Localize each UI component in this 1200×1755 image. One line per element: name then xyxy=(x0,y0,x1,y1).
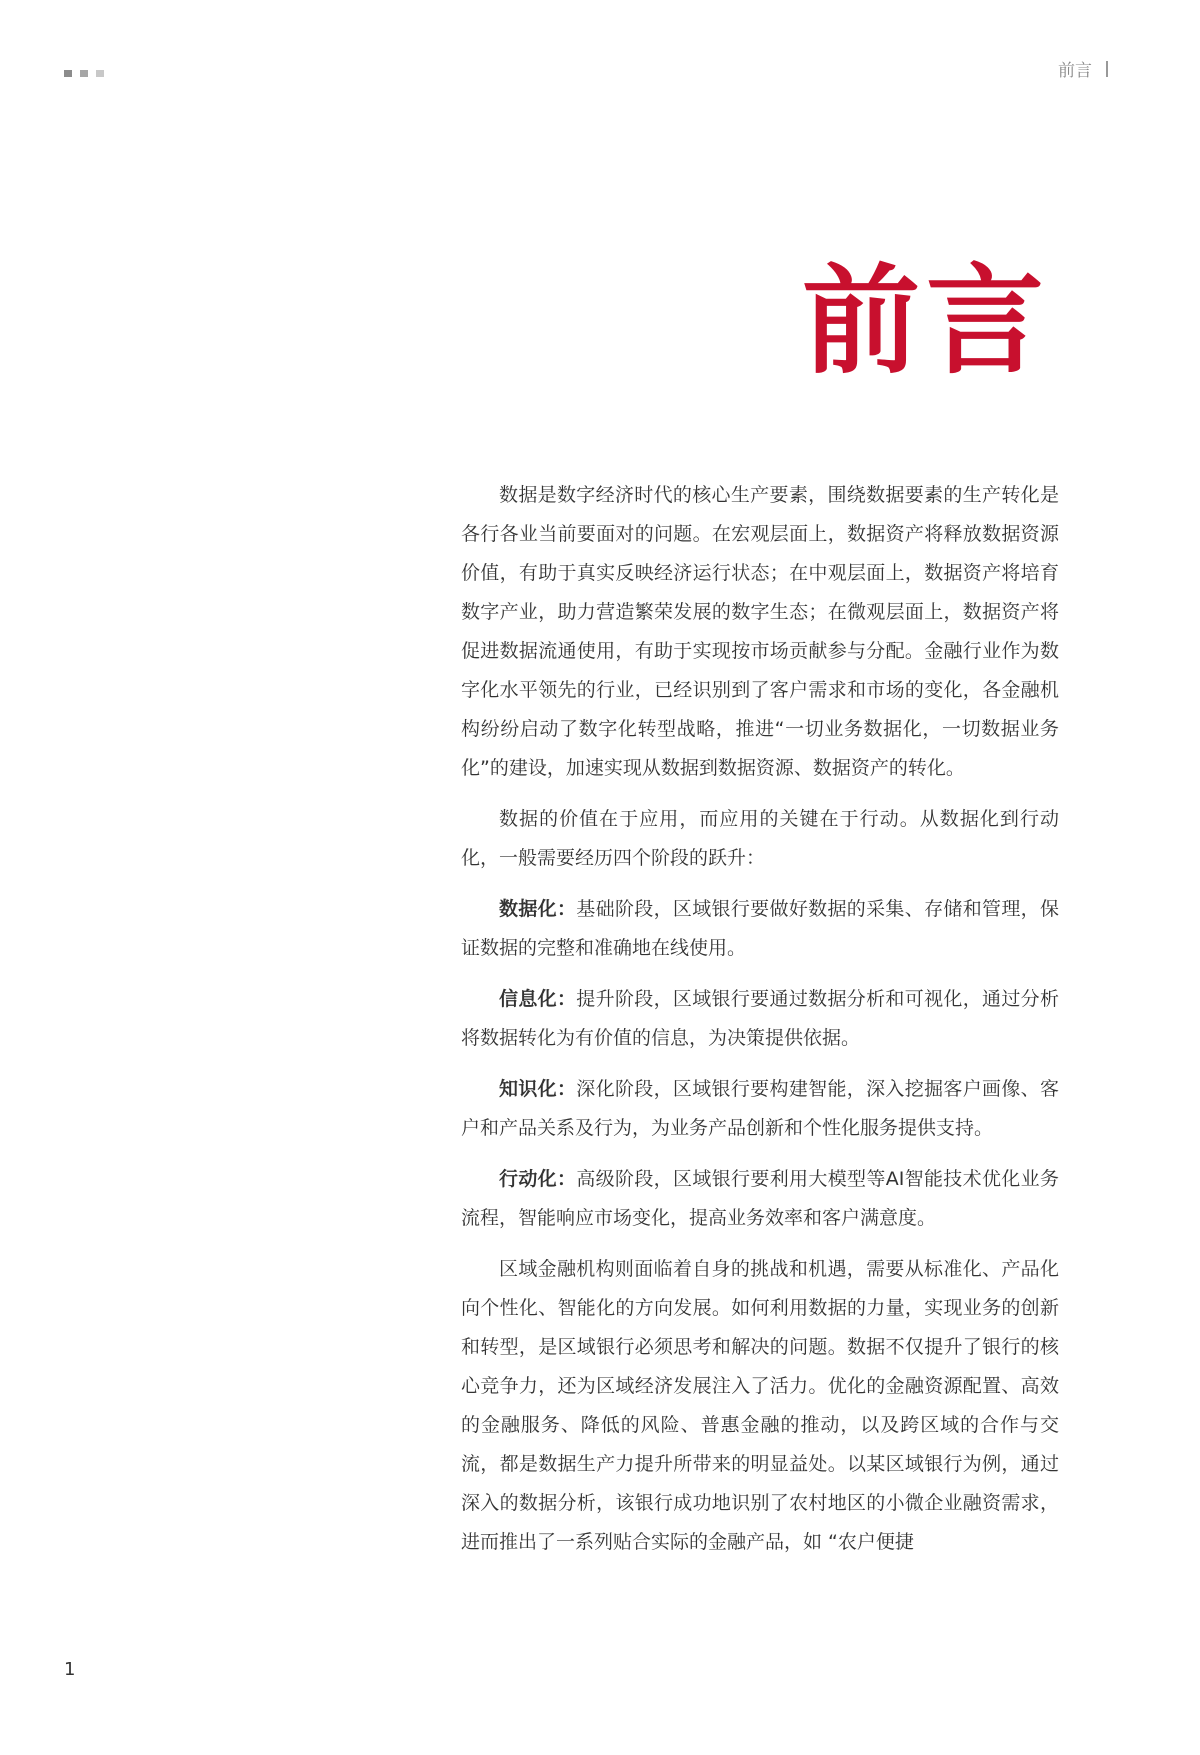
dot-light xyxy=(96,70,104,77)
stage-term: 信息化： xyxy=(499,988,577,1010)
stage-item xyxy=(461,1160,1059,1238)
stage-item xyxy=(461,890,1059,968)
running-header xyxy=(1058,56,1108,81)
paragraph: 数据的价值在于应用，而应用的关键在于行动。从数据化到行动化，一般需要经历四个阶段的跃升： xyxy=(461,808,1059,869)
body-text xyxy=(461,476,1059,1574)
paragraph: 区域金融机构则面临着自身的挑战和机遇，需要从标准化、产品化向个性化、智能化的方向发展。如何利用数据的力量，实现业务的创新和转型，是区域银行必须思考和解决的问题。数据不仅提升了银行的核心竞争力，还为区域经济发展注入了活力。优化的金融资源配置、高效的金融服务、降低的风险、普惠金融的推动，以及跨区域的合作与交流，都是数据生产力提升所带来的明显益处。以某区域银行为例，通过深入的数据分析，该银行成功地识别了农村地区的小微企业融资需求，进而推出了一系列贴合实际的金融产品，如 “农户便捷 xyxy=(461,1258,1059,1553)
dot-mid xyxy=(80,70,88,77)
paragraph: 数据是数字经济时代的核心生产要素，围绕数据要素的生产转化是各行各业当前要面对的问题。在宏观层面上，数据资产将释放数据资源价值，有助于真实反映经济运行状态；在中观层面上，数据资产将培育数字产业，助力营造繁荣发展的数字生态；在微观层面上，数据资产将促进数据流通使用，有助于实现按市场贡献参与分配。金融行业作为数字化水平领先的行业，已经识别到了客户需求和市场的变化，各金融机构纷纷启动了数字化转型战略，推进“一切业务数据化，一切数据业务化”的建设，加速实现从数据到数据资源、数据资产的转化。 xyxy=(461,484,1059,779)
stage-item xyxy=(461,1070,1059,1148)
stage-item xyxy=(461,980,1059,1058)
page-title: 前言 xyxy=(801,252,1050,390)
header-divider xyxy=(1106,61,1108,77)
stage-term: 知识化： xyxy=(499,1078,577,1100)
dot-dark xyxy=(64,70,72,77)
stage-term: 数据化： xyxy=(499,898,577,920)
section-label: 前言 xyxy=(1058,61,1092,81)
decorative-dots xyxy=(64,70,104,77)
stage-text: 基础阶段，区域银行要做好数据的采集、存储和管理，保证数据的完整和准确地在线使用。 xyxy=(461,898,1059,959)
page-number: 1 xyxy=(64,1659,76,1680)
stage-text: 深化阶段，区域银行要构建智能，深入挖掘客户画像、客户和产品关系及行为，为业务产品创新和个性化服务提供支持。 xyxy=(461,1078,1059,1139)
stage-text: 提升阶段，区域银行要通过数据分析和可视化，通过分析将数据转化为有价值的信息，为决策提供依据。 xyxy=(461,988,1059,1049)
stage-term: 行动化： xyxy=(499,1168,577,1190)
stage-text: 高级阶段，区域银行要利用大模型等AI智能技术优化业务流程，智能响应市场变化，提高业务效率和客户满意度。 xyxy=(461,1168,1059,1229)
